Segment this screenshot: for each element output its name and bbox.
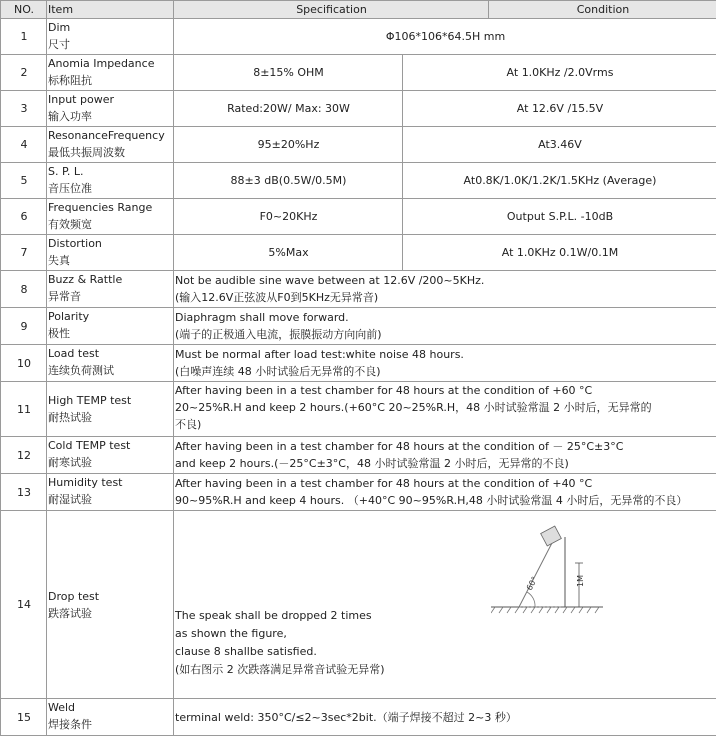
item-cell: [47, 19, 174, 55]
item-english: Drop test: [48, 588, 173, 605]
item-chinese: 有效频宽: [48, 216, 173, 233]
item-chinese: 焊接条件: [48, 716, 173, 733]
row-number: 15: [1, 699, 47, 736]
item-english: Anomia Impedance: [48, 55, 173, 72]
item-chinese: 跌落试验: [48, 605, 173, 622]
table-row: [1, 91, 716, 127]
condition-cell: At 1.0KHz /2.0Vrms: [403, 55, 716, 91]
row-number: 9: [1, 308, 47, 345]
specification-cell: [174, 437, 716, 474]
item-chinese: 耐热试验: [48, 409, 173, 426]
specification-cell: [174, 382, 716, 437]
condition-cell: Output S.P.L. -10dB: [403, 199, 716, 235]
item-chinese: 尺寸: [48, 36, 173, 53]
height-label: 1M: [576, 575, 585, 587]
item-cell: [47, 308, 174, 345]
table-row: [1, 235, 716, 271]
row-number: 11: [1, 382, 47, 437]
table-row: [1, 474, 716, 511]
condition-cell: At0.8K/1.0K/1.2K/1.5KHz (Average): [403, 163, 716, 199]
item-cell: [47, 437, 174, 474]
specification-cell: [174, 271, 716, 308]
item-english: Input power: [48, 91, 173, 108]
item-chinese: 输入功率: [48, 108, 173, 125]
item-chinese: 标称阻抗: [48, 72, 173, 89]
item-english: S. P. L.: [48, 163, 173, 180]
item-cell: [47, 699, 174, 736]
item-cell: [47, 55, 174, 91]
angle-arc: [527, 592, 535, 607]
header-row: [1, 1, 716, 19]
item-chinese: 连续负荷测试: [48, 362, 173, 379]
table-row: [1, 55, 716, 91]
drop-test-diagram: [491, 525, 606, 620]
ground-hatching: [491, 607, 599, 613]
table-row: [1, 271, 716, 308]
spec-line: 90~95%R.H and keep 4 hours. （+40°C 90~95%R.H,48 小时试验常温 4 小时后，无异常的不良）: [175, 492, 716, 509]
table-row: [1, 127, 716, 163]
item-cell: [47, 474, 174, 511]
table-row: [1, 511, 716, 699]
spec-line: 不良): [175, 416, 716, 433]
table-row: [1, 199, 716, 235]
specification-cell: Rated:20W/ Max: 30W: [174, 91, 403, 127]
spec-line: (白噪声连续 48 小时试验后无异常的不良): [175, 363, 716, 380]
specification-cell: terminal weld: 350°C/≤2~3sec*2bit.（端子焊接不超过 2~3 秒）: [174, 699, 716, 736]
spec-line: (输入12.6V正弦波从F0到5KHz无异常音): [175, 289, 716, 306]
row-number: 6: [1, 199, 47, 235]
item-english: Frequencies Range: [48, 199, 173, 216]
spec-line: (端子的正极通入电流，振膜振动方向向前): [175, 326, 716, 343]
item-chinese: 异常音: [48, 288, 173, 305]
spec-line: After having been in a test chamber for 48 hours at the condition of － 25°C±3°C: [175, 438, 716, 455]
item-english: Weld: [48, 699, 173, 716]
item-english: Cold TEMP test: [48, 437, 173, 454]
table-row: [1, 308, 716, 345]
row-number: 7: [1, 235, 47, 271]
row-number: 13: [1, 474, 47, 511]
item-english: Dim: [48, 19, 173, 36]
table-row: [1, 19, 716, 55]
item-english: Humidity test: [48, 474, 173, 491]
spec-line: 20~25%R.H and keep 2 hours.(+60°C 20~25%R.H，48 小时试验常温 2 小时后，无异常的: [175, 399, 716, 416]
specification-cell: 88±3 dB(0.5W/0.5M): [174, 163, 403, 199]
spec-line: Diaphragm shall move forward.: [175, 309, 716, 326]
spec-line: After having been in a test chamber for 48 hours at the condition of +40 °C: [175, 475, 716, 492]
specification-cell: 95±20%Hz: [174, 127, 403, 163]
item-cell: [47, 199, 174, 235]
item-cell: [47, 345, 174, 382]
item-cell: [47, 163, 174, 199]
row-number: 14: [1, 511, 47, 699]
item-english: ResonanceFrequency: [48, 127, 173, 144]
table-row: [1, 345, 716, 382]
header-condition: Condition: [489, 1, 716, 19]
row-number: 10: [1, 345, 47, 382]
specification-cell: Φ106*106*64.5H mm: [174, 19, 716, 55]
item-english: Distortion: [48, 235, 173, 252]
spec-line: After having been in a test chamber for 48 hours at the condition of +60 °C: [175, 382, 716, 399]
condition-cell: At3.46V: [403, 127, 716, 163]
specification-cell: F0~20KHz: [174, 199, 403, 235]
header-specification: Specification: [174, 1, 489, 19]
table-row: [1, 699, 716, 736]
header-no: NO.: [1, 1, 47, 19]
table-row: [1, 382, 716, 437]
table-row: [1, 163, 716, 199]
row-number: 2: [1, 55, 47, 91]
row-number: 4: [1, 127, 47, 163]
spec-line: Not be audible sine wave between at 12.6V /200~5KHz.: [175, 272, 716, 289]
table-row: [1, 437, 716, 474]
item-english: Load test: [48, 345, 173, 362]
spec-line: Must be normal after load test:white noise 48 hours.: [175, 346, 716, 363]
item-cell: [47, 271, 174, 308]
row-number: 12: [1, 437, 47, 474]
row-number: 5: [1, 163, 47, 199]
drop-test-text: [175, 607, 385, 679]
angle-label: 60°: [525, 575, 540, 592]
spec-line: (如右图示 2 次跌落满足异常音试验无异常): [175, 661, 385, 679]
spec-line: clause 8 shallbe satisfied.: [175, 643, 385, 661]
item-english: High TEMP test: [48, 392, 173, 409]
condition-cell: At 1.0KHz 0.1W/0.1M: [403, 235, 716, 271]
item-cell: [47, 235, 174, 271]
item-english: Polarity: [48, 308, 173, 325]
specification-cell: 8±15% OHM: [174, 55, 403, 91]
row-number: 8: [1, 271, 47, 308]
spec-line: as shown the figure,: [175, 625, 385, 643]
condition-cell: At 12.6V /15.5V: [403, 91, 716, 127]
row-number: 1: [1, 19, 47, 55]
specification-cell: [174, 308, 716, 345]
item-cell: [47, 127, 174, 163]
item-english: Buzz & Rattle: [48, 271, 173, 288]
drop-test-cell: [174, 511, 716, 699]
speaker-shape: [541, 526, 562, 546]
item-cell: [47, 511, 174, 699]
drop-slope-line: [519, 541, 553, 607]
row-number: 3: [1, 91, 47, 127]
header-item: Item: [47, 1, 174, 19]
spec-line: The speak shall be dropped 2 times: [175, 607, 385, 625]
item-cell: [47, 382, 174, 437]
item-chinese: 耐寒试验: [48, 454, 173, 471]
item-chinese: 音压位准: [48, 180, 173, 197]
item-cell: [47, 91, 174, 127]
item-chinese: 最低共振周波数: [48, 144, 173, 161]
item-chinese: 耐湿试验: [48, 491, 173, 508]
specification-cell: [174, 345, 716, 382]
item-chinese: 极性: [48, 325, 173, 342]
drop-test-area: [175, 511, 716, 697]
item-chinese: 失真: [48, 252, 173, 269]
spec-line: and keep 2 hours.(－25°C±3°C，48 小时试验常温 2 小时后，无异常的不良): [175, 455, 716, 472]
specification-cell: [174, 474, 716, 511]
specification-cell: 5%Max: [174, 235, 403, 271]
